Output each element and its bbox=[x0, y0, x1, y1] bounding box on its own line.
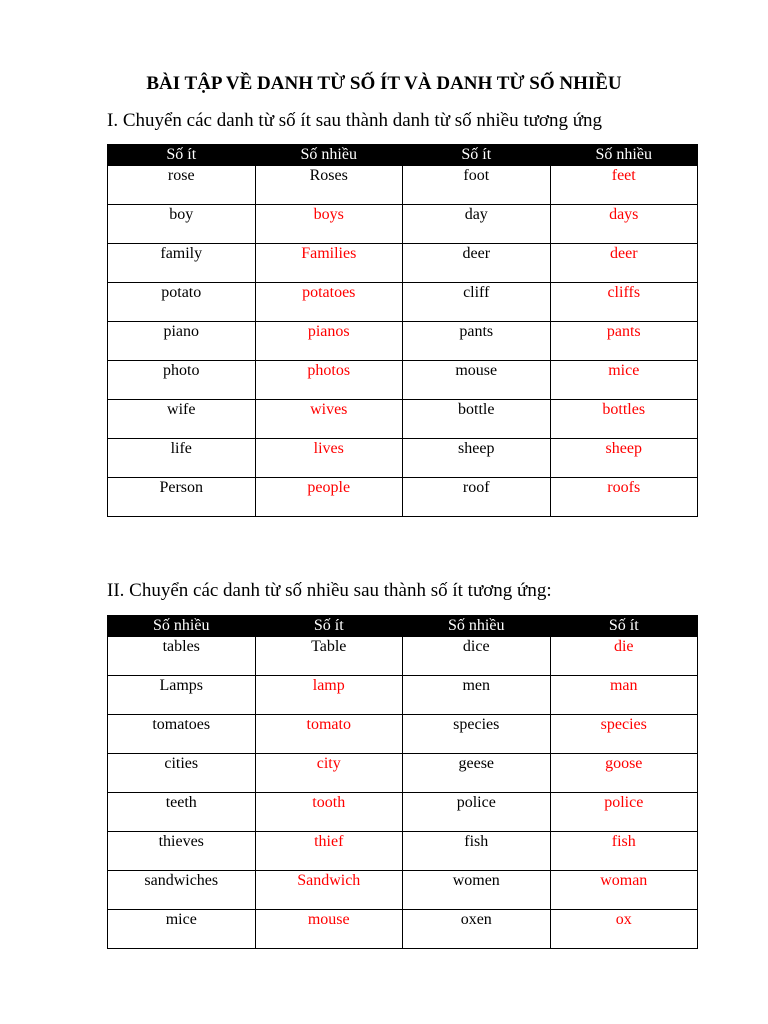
singular-to-plural-table bbox=[107, 144, 698, 517]
word-cell: bottle bbox=[403, 400, 551, 439]
answer-cell: Table bbox=[255, 637, 403, 676]
word-cell: women bbox=[403, 871, 551, 910]
word-cell: wife bbox=[108, 400, 256, 439]
word-cell: tomatoes bbox=[108, 715, 256, 754]
answer-cell: thief bbox=[255, 832, 403, 871]
answer-cell: goose bbox=[550, 754, 698, 793]
answer-cell: sheep bbox=[550, 439, 698, 478]
answer-cell: bottles bbox=[550, 400, 698, 439]
word-cell: Lamps bbox=[108, 676, 256, 715]
word-cell: family bbox=[108, 244, 256, 283]
table-row bbox=[108, 715, 698, 754]
word-cell: men bbox=[403, 676, 551, 715]
answer-cell: tomato bbox=[255, 715, 403, 754]
word-cell: pants bbox=[403, 322, 551, 361]
answer-cell: ox bbox=[550, 910, 698, 949]
word-cell: tables bbox=[108, 637, 256, 676]
table-row bbox=[108, 832, 698, 871]
section-2-heading: II. Chuyển các danh từ số nhiều sau thành số ít tương ứng: bbox=[107, 580, 552, 601]
table-header-row bbox=[108, 616, 698, 637]
word-cell: roof bbox=[403, 478, 551, 517]
answer-cell: city bbox=[255, 754, 403, 793]
table-row bbox=[108, 910, 698, 949]
word-cell: oxen bbox=[403, 910, 551, 949]
word-cell: sheep bbox=[403, 439, 551, 478]
word-cell: cities bbox=[108, 754, 256, 793]
table-row bbox=[108, 166, 698, 205]
word-cell: fish bbox=[403, 832, 551, 871]
word-cell: sandwiches bbox=[108, 871, 256, 910]
answer-cell: police bbox=[550, 793, 698, 832]
answer-cell: lamp bbox=[255, 676, 403, 715]
answer-cell: man bbox=[550, 676, 698, 715]
answer-cell: wives bbox=[255, 400, 403, 439]
column-header: Số ít bbox=[108, 145, 256, 166]
word-cell: Person bbox=[108, 478, 256, 517]
word-cell: dice bbox=[403, 637, 551, 676]
word-cell: geese bbox=[403, 754, 551, 793]
column-header: Số nhiều bbox=[255, 145, 403, 166]
answer-cell: lives bbox=[255, 439, 403, 478]
word-cell: photo bbox=[108, 361, 256, 400]
table-row bbox=[108, 871, 698, 910]
answer-cell: Families bbox=[255, 244, 403, 283]
answer-cell: fish bbox=[550, 832, 698, 871]
answer-cell: mouse bbox=[255, 910, 403, 949]
table-row bbox=[108, 322, 698, 361]
column-header: Số nhiều bbox=[403, 616, 551, 637]
table-row bbox=[108, 283, 698, 322]
table-row bbox=[108, 439, 698, 478]
answer-cell: cliffs bbox=[550, 283, 698, 322]
answer-cell: days bbox=[550, 205, 698, 244]
answer-cell: photos bbox=[255, 361, 403, 400]
word-cell: boy bbox=[108, 205, 256, 244]
word-cell: rose bbox=[108, 166, 256, 205]
answer-cell: mice bbox=[550, 361, 698, 400]
word-cell: mice bbox=[108, 910, 256, 949]
page-title: BÀI TẬP VỀ DANH TỪ SỐ ÍT VÀ DANH TỪ SỐ NHIỀU bbox=[146, 73, 622, 94]
answer-cell: tooth bbox=[255, 793, 403, 832]
answer-cell: deer bbox=[550, 244, 698, 283]
word-cell: life bbox=[108, 439, 256, 478]
table-row bbox=[108, 361, 698, 400]
answer-cell: pants bbox=[550, 322, 698, 361]
plural-to-singular-table bbox=[107, 615, 698, 949]
column-header: Số ít bbox=[255, 616, 403, 637]
word-cell: thieves bbox=[108, 832, 256, 871]
word-cell: piano bbox=[108, 322, 256, 361]
table-header-row bbox=[108, 145, 698, 166]
word-cell: potato bbox=[108, 283, 256, 322]
word-cell: deer bbox=[403, 244, 551, 283]
column-header: Số nhiều bbox=[108, 616, 256, 637]
column-header: Số ít bbox=[403, 145, 551, 166]
word-cell: mouse bbox=[403, 361, 551, 400]
word-cell: day bbox=[403, 205, 551, 244]
column-header: Số ít bbox=[550, 616, 698, 637]
table-row bbox=[108, 793, 698, 832]
answer-cell: Roses bbox=[255, 166, 403, 205]
section-1-heading: I. Chuyển các danh từ số ít sau thành danh từ số nhiều tương ứng bbox=[107, 110, 603, 131]
table-row bbox=[108, 676, 698, 715]
table-row bbox=[108, 478, 698, 517]
word-cell: cliff bbox=[403, 283, 551, 322]
word-cell: species bbox=[403, 715, 551, 754]
word-cell: police bbox=[403, 793, 551, 832]
table-row bbox=[108, 244, 698, 283]
answer-cell: woman bbox=[550, 871, 698, 910]
answer-cell: boys bbox=[255, 205, 403, 244]
answer-cell: Sandwich bbox=[255, 871, 403, 910]
answer-cell: feet bbox=[550, 166, 698, 205]
table-row bbox=[108, 400, 698, 439]
answer-cell: roofs bbox=[550, 478, 698, 517]
answer-cell: potatoes bbox=[255, 283, 403, 322]
table-row bbox=[108, 637, 698, 676]
column-header: Số nhiều bbox=[550, 145, 698, 166]
table-row bbox=[108, 205, 698, 244]
answer-cell: pianos bbox=[255, 322, 403, 361]
answer-cell: die bbox=[550, 637, 698, 676]
answer-cell: species bbox=[550, 715, 698, 754]
word-cell: teeth bbox=[108, 793, 256, 832]
answer-cell: people bbox=[255, 478, 403, 517]
word-cell: foot bbox=[403, 166, 551, 205]
table-row bbox=[108, 754, 698, 793]
